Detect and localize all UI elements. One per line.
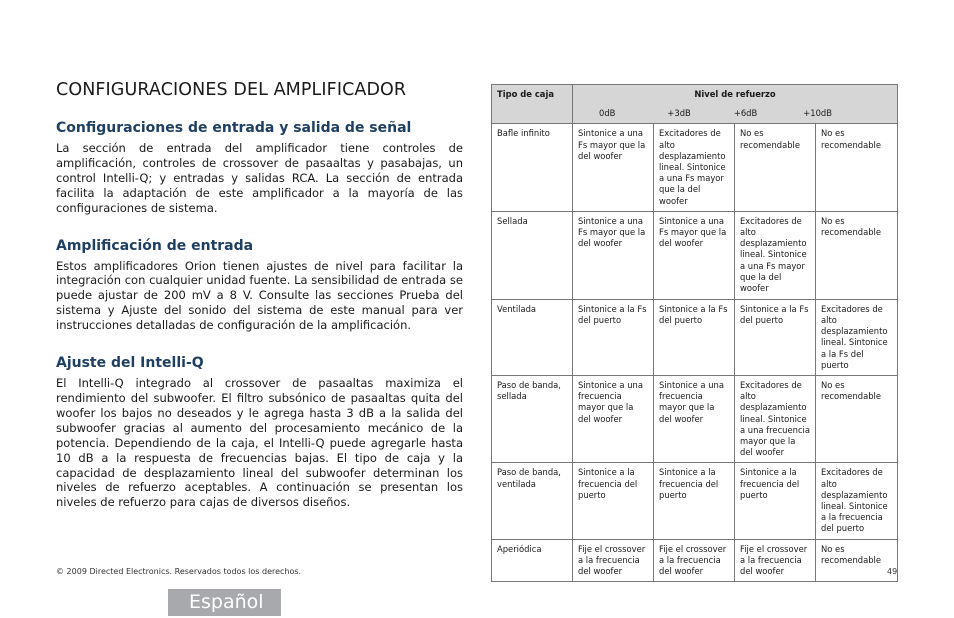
section-text-signal-config: La sección de entrada del amplificador tiene controles de amplificación, controles de crossover de pasaaltas y pasabajas, un control Intelli-Q; y entradas y salidas RCA. La sección de entrada facilita la adaptación de este amplificador a la mayoría de las configuraciones de sistema. <box>56 141 463 215</box>
copyright-notice: © 2009 Directed Electronics. Reservados todos los derechos. <box>56 567 302 576</box>
table-cell: Excitadores de alto desplazamiento lineal. Sintonice a una Fs mayor que la del woofer <box>735 211 816 299</box>
level-6db: +6dB <box>733 108 758 119</box>
table-row <box>492 211 898 299</box>
table-cell: Excitadores de alto desplazamiento lineal. Sintonice a una Fs mayor que la del woofer <box>654 124 735 211</box>
table-cell: Sintonice a una Fs mayor que la del woofer <box>573 124 654 211</box>
table-cell: No es recomendable <box>735 124 816 211</box>
table-row <box>492 376 898 463</box>
row-type: Aperiódica <box>492 539 573 582</box>
section-text-input-gain: Estos amplificadores Orion tienen ajustes de nivel para facilitar la integración con cualquier unidad fuente. La sensibilidad de entrada se puede ajustar de 200 mV a 8 V. Consulte las secciones Prueba del sistema y Ajuste del sonido del sistema de este manual para ver instrucciones detalladas de configuración de la amplificación. <box>56 258 463 333</box>
table-cell: Excitadores de alto desplazamiento lineal. Sintonice a la Fs del puerto <box>816 299 898 375</box>
row-type: Ventilada <box>492 299 573 375</box>
table-row <box>492 124 898 211</box>
table-cell: Sintonice a una frecuencia mayor que la del woofer <box>654 376 735 463</box>
table-cell: Sintonice a la Fs del puerto <box>654 299 735 375</box>
row-type: Bafle infinito <box>492 124 573 211</box>
row-type: Paso de banda, ventilada <box>492 463 573 539</box>
table-cell: No es recomendable <box>816 376 898 463</box>
row-type: Sellada <box>492 211 573 299</box>
table-cell: Sintonice a una Fs mayor que la del woofer <box>573 211 654 299</box>
table-cell: No es recomendable <box>816 124 898 211</box>
table-cell: No es recomendable <box>816 539 898 582</box>
table-row <box>492 299 898 375</box>
level-3db: +3dB <box>667 108 691 119</box>
table-cell: Fije el crossover a la frecuencia del woofer <box>735 539 816 582</box>
page-number: 49 <box>887 567 898 576</box>
header-boost-level <box>573 85 898 124</box>
level-10db: +10dB <box>803 108 832 119</box>
table-cell: No es recomendable <box>816 211 898 299</box>
page-title: CONFIGURACIONES DEL AMPLIFICADOR <box>56 80 407 100</box>
table-cell: Excitadores de alto desplazamiento lineal. Sintonice a una frecuencia mayor que la del woofer <box>735 376 816 463</box>
table-cell: Sintonice a la frecuencia del puerto <box>654 463 735 539</box>
boost-level-values <box>578 108 892 119</box>
table-cell: Fije el crossover a la frecuencia del woofer <box>573 539 654 582</box>
table-cell: Sintonice a la Fs del puerto <box>735 299 816 375</box>
main-text-column <box>56 80 463 532</box>
boost-level-table <box>491 84 898 582</box>
row-type: Paso de banda, sellada <box>492 376 573 463</box>
section-heading-input-gain: Amplificación de entrada <box>56 237 254 254</box>
header-enclosure-type: Tipo de caja <box>492 85 573 124</box>
section-heading-intelli-q: Ajuste del Intelli-Q <box>56 355 204 372</box>
table-cell: Sintonice a la frecuencia del puerto <box>735 463 816 539</box>
table-row <box>492 539 898 582</box>
boost-level-title: Nivel de refuerzo <box>694 89 776 99</box>
level-0db: 0dB <box>599 108 616 119</box>
table-row <box>492 463 898 539</box>
language-tab: Español <box>168 589 281 616</box>
section-text-intelli-q: El Intelli-Q integrado al crossover de pasaaltas maximiza el rendimiento del subwoofer. El filtro subsónico de pasaaltas quita del woofer los bajos no deseados y le agrega hasta 3 dB a la salida del subwoofer gracias al aumento del procesamiento mecánico de la potencia. Dependiendo de la caja, el Intelli-Q puede agregarle hasta 10 dB a la respuesta de frecuencias bajas. El tipo de caja y la capacidad de desplazamiento lineal del subwoofer determinan los niveles de refuerzo aceptables. A continuación se presentan los niveles de refuerzo para cajas de diversos diseños. <box>56 376 463 510</box>
table-cell: Sintonice a una Fs mayor que la del woofer <box>654 211 735 299</box>
table-cell: Sintonice a una frecuencia mayor que la del woofer <box>573 376 654 463</box>
table-cell: Fije el crossover a la frecuencia del woofer <box>654 539 735 582</box>
section-heading-signal-config: Configuraciones de entrada y salida de señal <box>56 120 412 136</box>
table-header-row <box>492 85 898 124</box>
table-cell: Excitadores de alto desplazamiento lineal. Sintonice a la frecuencia del puerto <box>816 463 898 539</box>
table-cell: Sintonice a la frecuencia del puerto <box>573 463 654 539</box>
table-cell: Sintonice a la Fs del puerto <box>573 299 654 375</box>
